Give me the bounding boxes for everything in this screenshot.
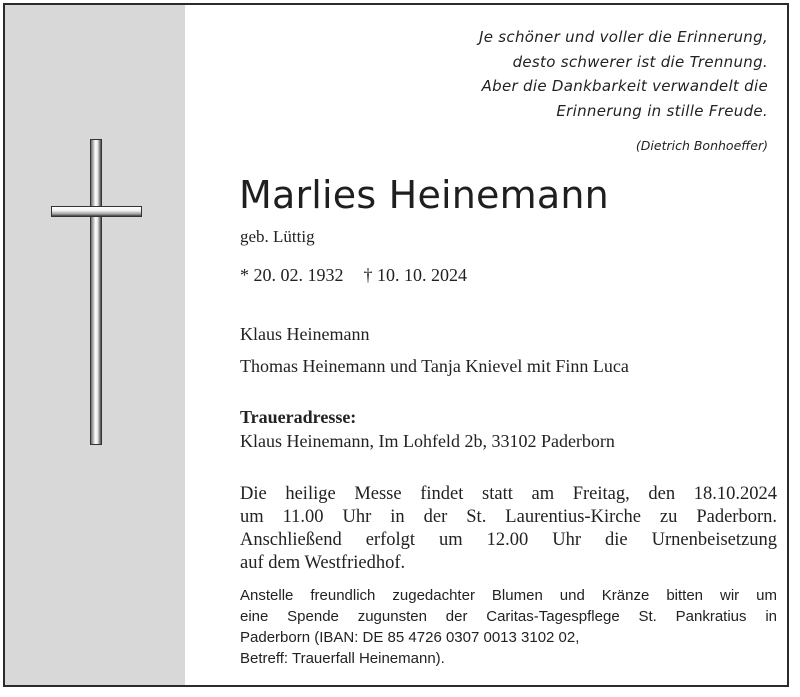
quote-line: Je schöner und voller die Erinnerung,	[478, 28, 768, 46]
donation-line: Paderborn (IBAN: DE 85 4726 0307 0013 3102 02,	[240, 629, 580, 646]
obituary-notice	[3, 3, 789, 687]
quote-line: Erinnerung in stille Freude.	[556, 101, 768, 120]
mass-announcement	[240, 483, 777, 575]
quote-source: (Dietrich Bonhoeffer)	[635, 138, 768, 153]
address-heading: Traueradresse:	[240, 407, 357, 427]
quote-line: desto schwerer ist die Trennung.	[512, 52, 768, 71]
donation-line: eine Spende zugunsten der Caritas-Tagespflege St. Pankratius in	[240, 608, 777, 625]
deceased-name: Marlies Heinemann	[239, 173, 609, 217]
memorial-quote	[348, 25, 768, 123]
donation-request	[240, 585, 777, 669]
mass-line: Die heilige Messe findet statt am Freitag, den 18.10.2024	[240, 484, 777, 504]
life-dates	[240, 265, 467, 286]
mourner: Klaus Heinemann	[240, 324, 370, 344]
donation-line: Anstelle freundlich zugedachter Blumen und Kränze bitten wir um	[240, 587, 777, 604]
birth-date: * 20. 02. 1932	[240, 265, 344, 285]
maiden-name: geb. Lüttig	[240, 227, 315, 246]
mass-line: Anschließend erfolgt um 12.00 Uhr die Urnenbeisetzung	[240, 530, 777, 550]
mourning-address	[240, 406, 615, 454]
mass-line: um 11.00 Uhr in der St. Laurentius-Kirche zu Paderborn.	[240, 507, 777, 527]
address-line: Klaus Heinemann, Im Lohfeld 2b, 33102 Paderborn	[240, 431, 615, 451]
donation-line: Betreff: Trauerfall Heinemann).	[240, 650, 445, 667]
mass-line: auf dem Westfriedhof.	[240, 553, 406, 573]
death-date: † 10. 10. 2024	[363, 265, 467, 285]
side-panel	[5, 5, 185, 685]
mourners-list	[240, 318, 629, 382]
cross-icon	[90, 139, 102, 445]
cross-icon-crossbar	[51, 206, 142, 217]
mourner: Thomas Heinemann und Tanja Knievel mit Finn Luca	[240, 356, 629, 376]
quote-line: Aber die Dankbarkeit verwandelt die	[481, 77, 768, 95]
